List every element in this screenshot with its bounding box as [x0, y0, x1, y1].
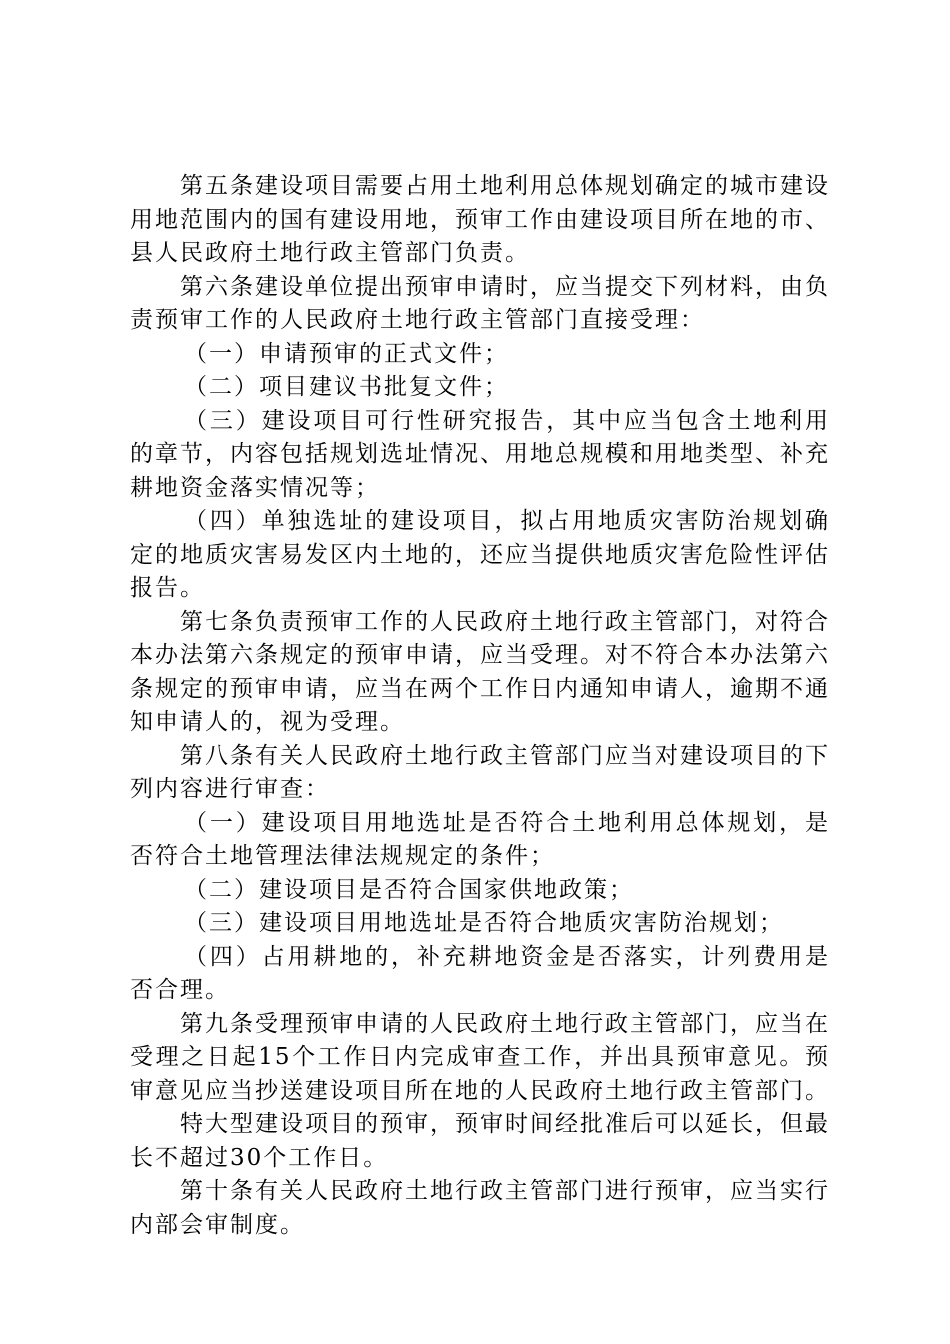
article-7-paragraph: 第七条负责预审工作的人民政府土地行政主管部门，对符合本办法第六条规定的预审申请，应当受理。对不符合本办法第六条规定的预审申请，应当在两个工作日内通知申请人，逾期不通知申请人的，视为受理。 — [130, 608, 830, 735]
article-6-paragraph: 第六条建设单位提出预审申请时，应当提交下列材料，由负责预审工作的人民政府土地行政主管部门直接受理： — [130, 273, 830, 333]
article-5-paragraph: 第五条建设项目需要占用土地利用总体规划确定的城市建设用地范围内的国有建设用地，预审工作由建设项目所在地的市、县人民政府土地行政主管部门负责。 — [130, 173, 830, 266]
article-10-paragraph: 第十条有关人民政府土地行政主管部门进行预审，应当实行内部会审制度。 — [130, 1178, 830, 1238]
article-8-item-2: （二）建设项目是否符合国家供地政策； — [184, 876, 634, 903]
article-9-paragraph: 第九条受理预审申请的人民政府土地行政主管部门，应当在受理之日起15个工作日内完成审查工作，并出具预审意见。预审意见应当抄送建设项目所在地的人民政府土地行政主管部门。 — [130, 1010, 830, 1104]
article-8-item-1: （一）建设项目用地选址是否符合土地利用总体规划，是否符合土地管理法律法规规定的条件； — [130, 809, 830, 869]
document-body — [130, 170, 830, 1242]
article-6-item-2: （二）项目建议书批复文件； — [184, 374, 509, 400]
article-8-paragraph: 第八条有关人民政府土地行政主管部门应当对建设项目的下列内容进行审查： — [130, 742, 830, 802]
article-8-item-3: （三）建设项目用地选址是否符合地质灾害防治规划； — [184, 910, 784, 936]
article-8-item-4: （四）占用耕地的，补充耕地资金是否落实，计列费用是否合理。 — [130, 943, 830, 1003]
article-6-item-4: （四）单独选址的建设项目，拟占用地质灾害防治规划确定的地质灾害易发区内土地的，还应当提供地质灾害危险性评估报告。 — [130, 508, 830, 601]
article-6-item-1: （一）申请预审的正式文件； — [184, 340, 509, 367]
article-9-extension-paragraph: 特大型建设项目的预审，预审时间经批准后可以延长，但最长不超过30个工作日。 — [130, 1111, 830, 1171]
article-6-item-3: （三）建设项目可行性研究报告，其中应当包含土地利用的章节，内容包括规划选址情况、用地总规模和用地类型、补充耕地资金落实情况等； — [130, 407, 830, 501]
